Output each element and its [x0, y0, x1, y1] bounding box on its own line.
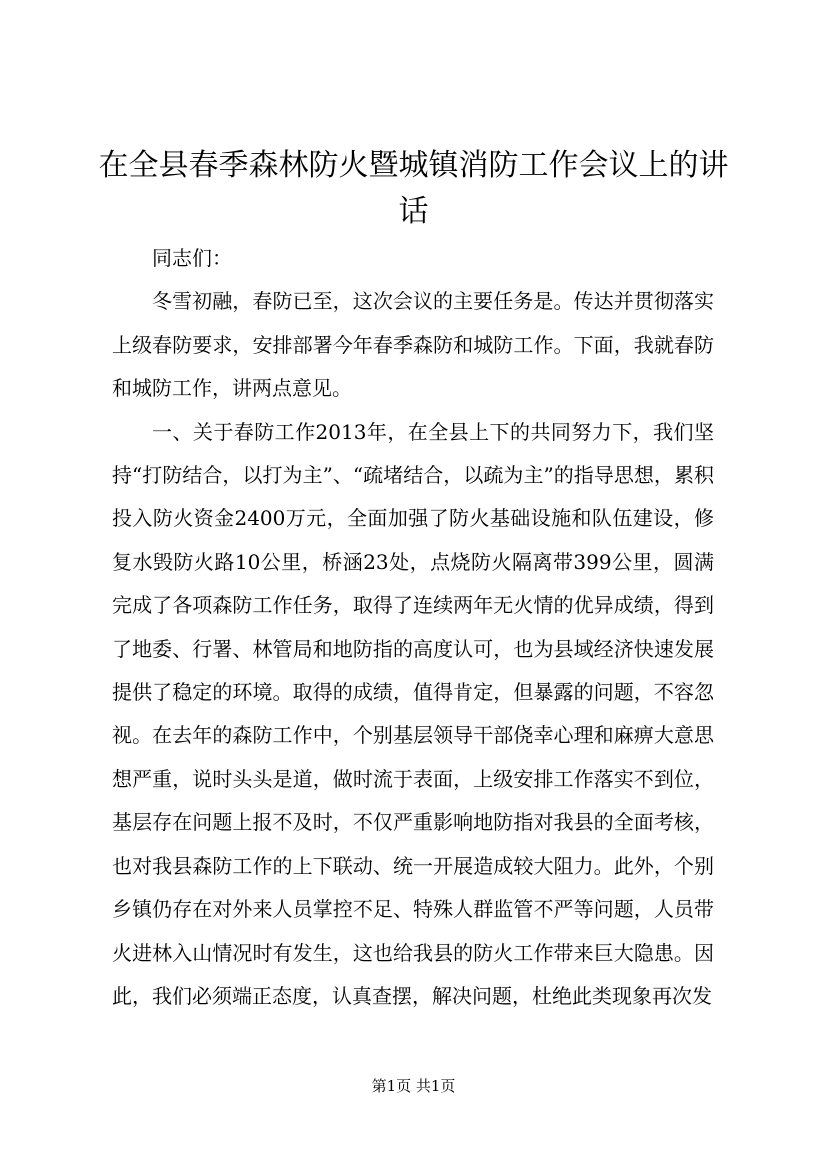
- page-footer: 第1页 共1页: [371, 1077, 456, 1095]
- paragraph-2: 一、关于春防工作2013年，在全县上下的共同努力下，我们坚持“打防结合，以打为主”、“疏堵结合，以疏为主”的指导思想，累积投入防火资金2400万元，全面加强了防火基础设施和队伍建设，修复水毁防火路10公里，桥涵23处，点烧防火隔离带399公里，圆满完成了各项森防工作任务，取得了连续两年无火情的优异成绩，得到了地委、行署、林管局和地防指的高度认可，也为县域经济快速发展提供了稳定的环境。取得的成绩，值得肯定，但暴露的问题，不容忽视。在去年的森防工作中，个别基层领导干部侥幸心理和麻痹大意思想严重，说时头头是道，做时流于表面，上级安排工作落实不到位，基层存在问题上报不及时，不仅严重影响地防指对我县的全面考核，也对我县森防工作的上下联动、统一开展造成较大阻力。此外，个别乡镇仍存在对外来人员掌控不足、特殊人群监管不严等问题，人员带火进林入山情况时有发生，这也给我县的防火工作带来巨大隐患。因此，我们必须端正态度，认真查摆，解决问题，杜绝此类现象再次发: [112, 419, 714, 1008]
- paragraph-1: 冬雪初融，春防已至，这次会议的主要任务是。传达并贯彻落实上级春防要求，安排部署今年春季森防和城防工作。下面，我就春防和城防工作，讲两点意见。: [112, 289, 714, 401]
- document-body: [112, 237, 714, 1018]
- salutation: 同志们：: [152, 246, 232, 270]
- document-title: 在全县春季森林防火暨城镇消防工作会议上的讲话: [98, 148, 729, 229]
